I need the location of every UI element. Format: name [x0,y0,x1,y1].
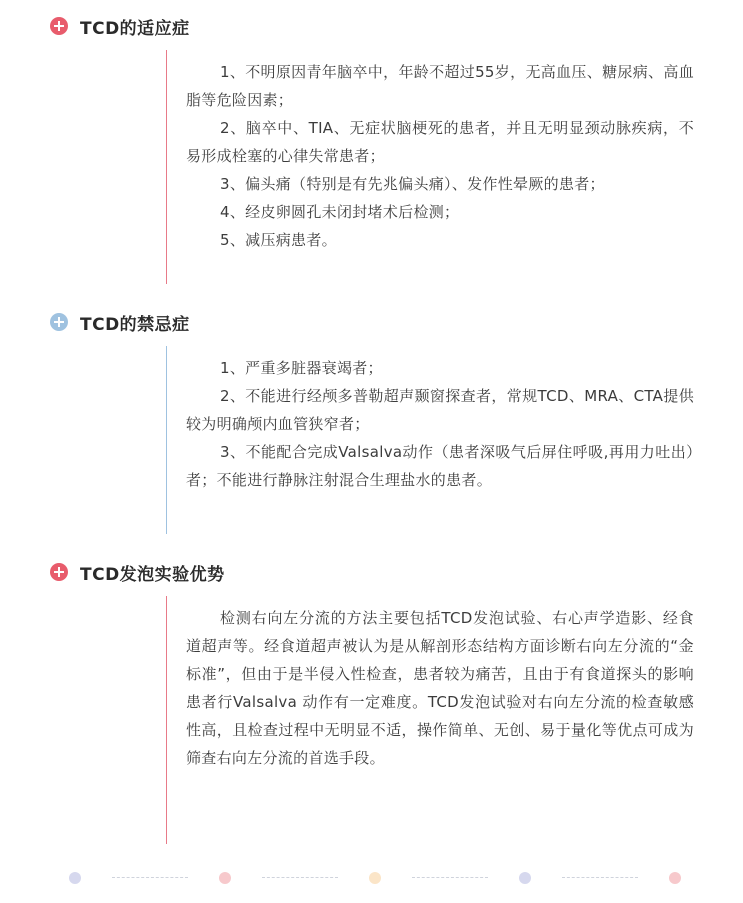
footer-dot [69,872,81,884]
footer-dash [562,877,638,878]
plus-circle-icon [50,313,68,331]
section-contraindications [0,310,743,536]
paragraph: 1、严重多脏器衰竭者； [220,359,383,377]
section-body [186,354,694,494]
section-title: TCD的适应症 [80,18,190,39]
section-divider-line [166,50,167,284]
footer-dash [112,877,188,878]
paragraph: 3、不能配合完成Valsalva动作（患者深吸气后屏住呼吸,再用力吐出）者；不能进行静脉注射混合生理盐水的患者。 [186,443,694,489]
paragraph: 5、减压病患者。 [220,231,337,249]
section-header [50,560,225,584]
paragraph: 2、脑卒中、TIA、无症状脑梗死的患者，并且无明显颈动脉疾病，不易形成栓塞的心律失常患者； [186,119,694,165]
footer-dot [219,872,231,884]
section-header [50,14,190,38]
section-title: TCD的禁忌症 [80,314,190,335]
footer-dot [369,872,381,884]
section-body [186,58,694,254]
section-body [186,604,694,772]
paragraph: 1、不明原因青年脑卒中，年龄不超过55岁，无高血压、糖尿病、高血脂等危险因素； [186,63,694,109]
plus-circle-icon [50,563,68,581]
section-header [50,310,190,334]
footer-dot [669,872,681,884]
footer-dash [262,877,338,878]
section-divider-line [166,596,167,844]
section-indications [0,14,743,286]
footer-divider [0,868,743,888]
plus-circle-icon [50,17,68,35]
paragraph: 3、偏头痛（特别是有先兆偏头痛）、发作性晕厥的患者； [220,175,605,193]
section-divider-line [166,346,167,534]
paragraph: 检测右向左分流的方法主要包括TCD发泡试验、右心声学造影、经食道超声等。经食道超声被认为是从解剖形态结构方面诊断右向左分流的“金标准”，但由于是半侵入性检查，患者较为痛苦，且由于有食道探头的影响患者行Valsalva 动作有一定难度。TCD发泡试验对右向左分流的检查敏感性高，且检查过程中无明显不适，操作简单、无创、易于量化等优点可成为筛查右向左分流的首选手段。 [186,609,694,767]
paragraph: 4、经皮卵圆孔未闭封堵术后检测； [220,203,460,221]
footer-dash [412,877,488,878]
paragraph: 2、不能进行经颅多普勒超声颞窗探查者，常规TCD、MRA、CTA提供较为明确颅内血管狭窄者； [186,387,694,433]
section-title: TCD发泡实验优势 [80,564,225,585]
footer-dot [519,872,531,884]
section-advantages [0,560,743,846]
